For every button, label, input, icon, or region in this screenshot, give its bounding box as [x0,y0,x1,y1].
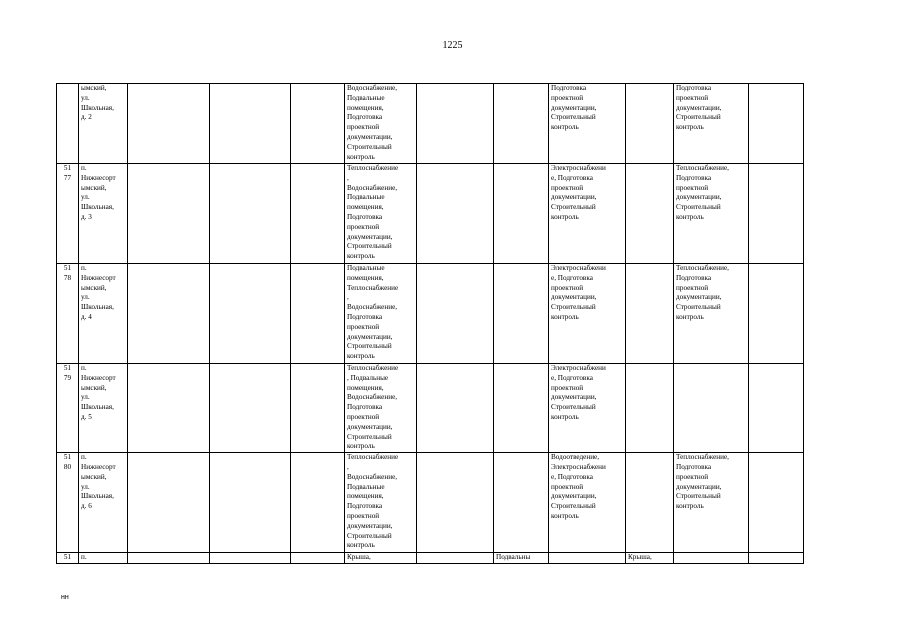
works-cell: Электроснабжени е, Подготовка проектной документации, Строительный контроль [549,164,626,264]
works-cell: Теплоснабжение , Водоснабжение, Подвальные помещения, Подготовка проектной документации, Строительный контроль [345,164,417,264]
row-number-cell: 51 [57,553,79,564]
empty-cell [749,364,804,453]
empty-cell [291,553,345,564]
empty-cell [749,84,804,164]
works-cell [494,453,549,553]
works-cell: Водоотведение, Электроснабжени е, Подготовка проектной документации, Строительный контроль [549,453,626,553]
works-cell [626,364,674,453]
works-cell: Подготовка проектной документации, Строительный контроль [674,84,749,164]
works-cell: Теплоснабжение, Подготовка проектной документации, Строительный контроль [674,264,749,364]
works-cell: Электроснабжени е, Подготовка проектной документации, Строительный контроль [549,264,626,364]
empty-cell [291,453,345,553]
empty-cell [291,364,345,453]
table-row [57,264,804,364]
works-cell [626,453,674,553]
address-cell: п. Нижнесорт ымский, ул. Школьная, д. 6 [79,453,128,553]
address-cell: п. Нижнесорт ымский, ул. Школьная, д. 4 [79,264,128,364]
works-cell [674,553,749,564]
works-cell: Подвальны [494,553,549,564]
empty-cell [128,553,210,564]
table-row [57,84,804,164]
footer-mark: нн [61,594,69,601]
works-cell: Крыша, [626,553,674,564]
empty-cell [210,84,291,164]
works-cell [674,364,749,453]
empty-cell [210,364,291,453]
works-cell [626,264,674,364]
empty-cell [291,264,345,364]
row-number-cell: 51 77 [57,164,79,264]
works-cell: Теплоснабжение, Подготовка проектной документации, Строительный контроль [674,164,749,264]
works-cell [494,164,549,264]
row-number-cell: 51 78 [57,264,79,364]
works-cell: Теплоснабжение, Подготовка проектной документации, Строительный контроль [674,453,749,553]
empty-cell [749,164,804,264]
empty-cell [417,364,494,453]
empty-cell [128,84,210,164]
works-cell [494,364,549,453]
table-row [57,453,804,553]
works-cell [494,84,549,164]
empty-cell [749,264,804,364]
works-cell [626,164,674,264]
table-row [57,164,804,264]
address-cell: ымский, ул. Школьная, д. 2 [79,84,128,164]
empty-cell [417,164,494,264]
works-cell: Электроснабжени е, Подготовка проектной документации, Строительный контроль [549,364,626,453]
empty-cell [417,553,494,564]
empty-cell [128,164,210,264]
works-cell [494,264,549,364]
empty-cell [128,264,210,364]
works-cell: Крыша, [345,553,417,564]
empty-cell [749,453,804,553]
works-cell [626,84,674,164]
works-cell: Подвальные помещения, Теплоснабжение , Водоснабжение, Подготовка проектной документации, Строительный контроль [345,264,417,364]
empty-cell [291,164,345,264]
empty-cell [417,453,494,553]
empty-cell [210,164,291,264]
table-row [57,364,804,453]
address-cell: п. [79,553,128,564]
table-row [57,553,804,564]
empty-cell [210,264,291,364]
works-cell: Подготовка проектной документации, Строительный контроль [549,84,626,164]
empty-cell [128,453,210,553]
address-cell: п. Нижнесорт ымский, ул. Школьная, д. 5 [79,364,128,453]
empty-cell [210,553,291,564]
works-cell: Водоснабжение, Подвальные помещения, Подготовка проектной документации, Строительный контроль [345,84,417,164]
empty-cell [417,84,494,164]
page-number: 1225 [442,40,463,51]
row-number-cell [57,84,79,164]
row-number-cell: 51 80 [57,453,79,553]
empty-cell [417,264,494,364]
empty-cell [210,453,291,553]
works-cell: Теплоснабжение , Водоснабжение, Подвальные помещения, Подготовка проектной документации, Строительный контроль [345,453,417,553]
address-cell: п. Нижнесорт ымский, ул. Школьная, д. 3 [79,164,128,264]
row-number-cell: 51 79 [57,364,79,453]
empty-cell [749,553,804,564]
works-cell: Теплоснабжение , Подвальные помещения, Водоснабжение, Подготовка проектной документации, Строительный контроль [345,364,417,453]
works-cell [549,553,626,564]
empty-cell [291,84,345,164]
empty-cell [128,364,210,453]
registry-table [56,83,804,564]
